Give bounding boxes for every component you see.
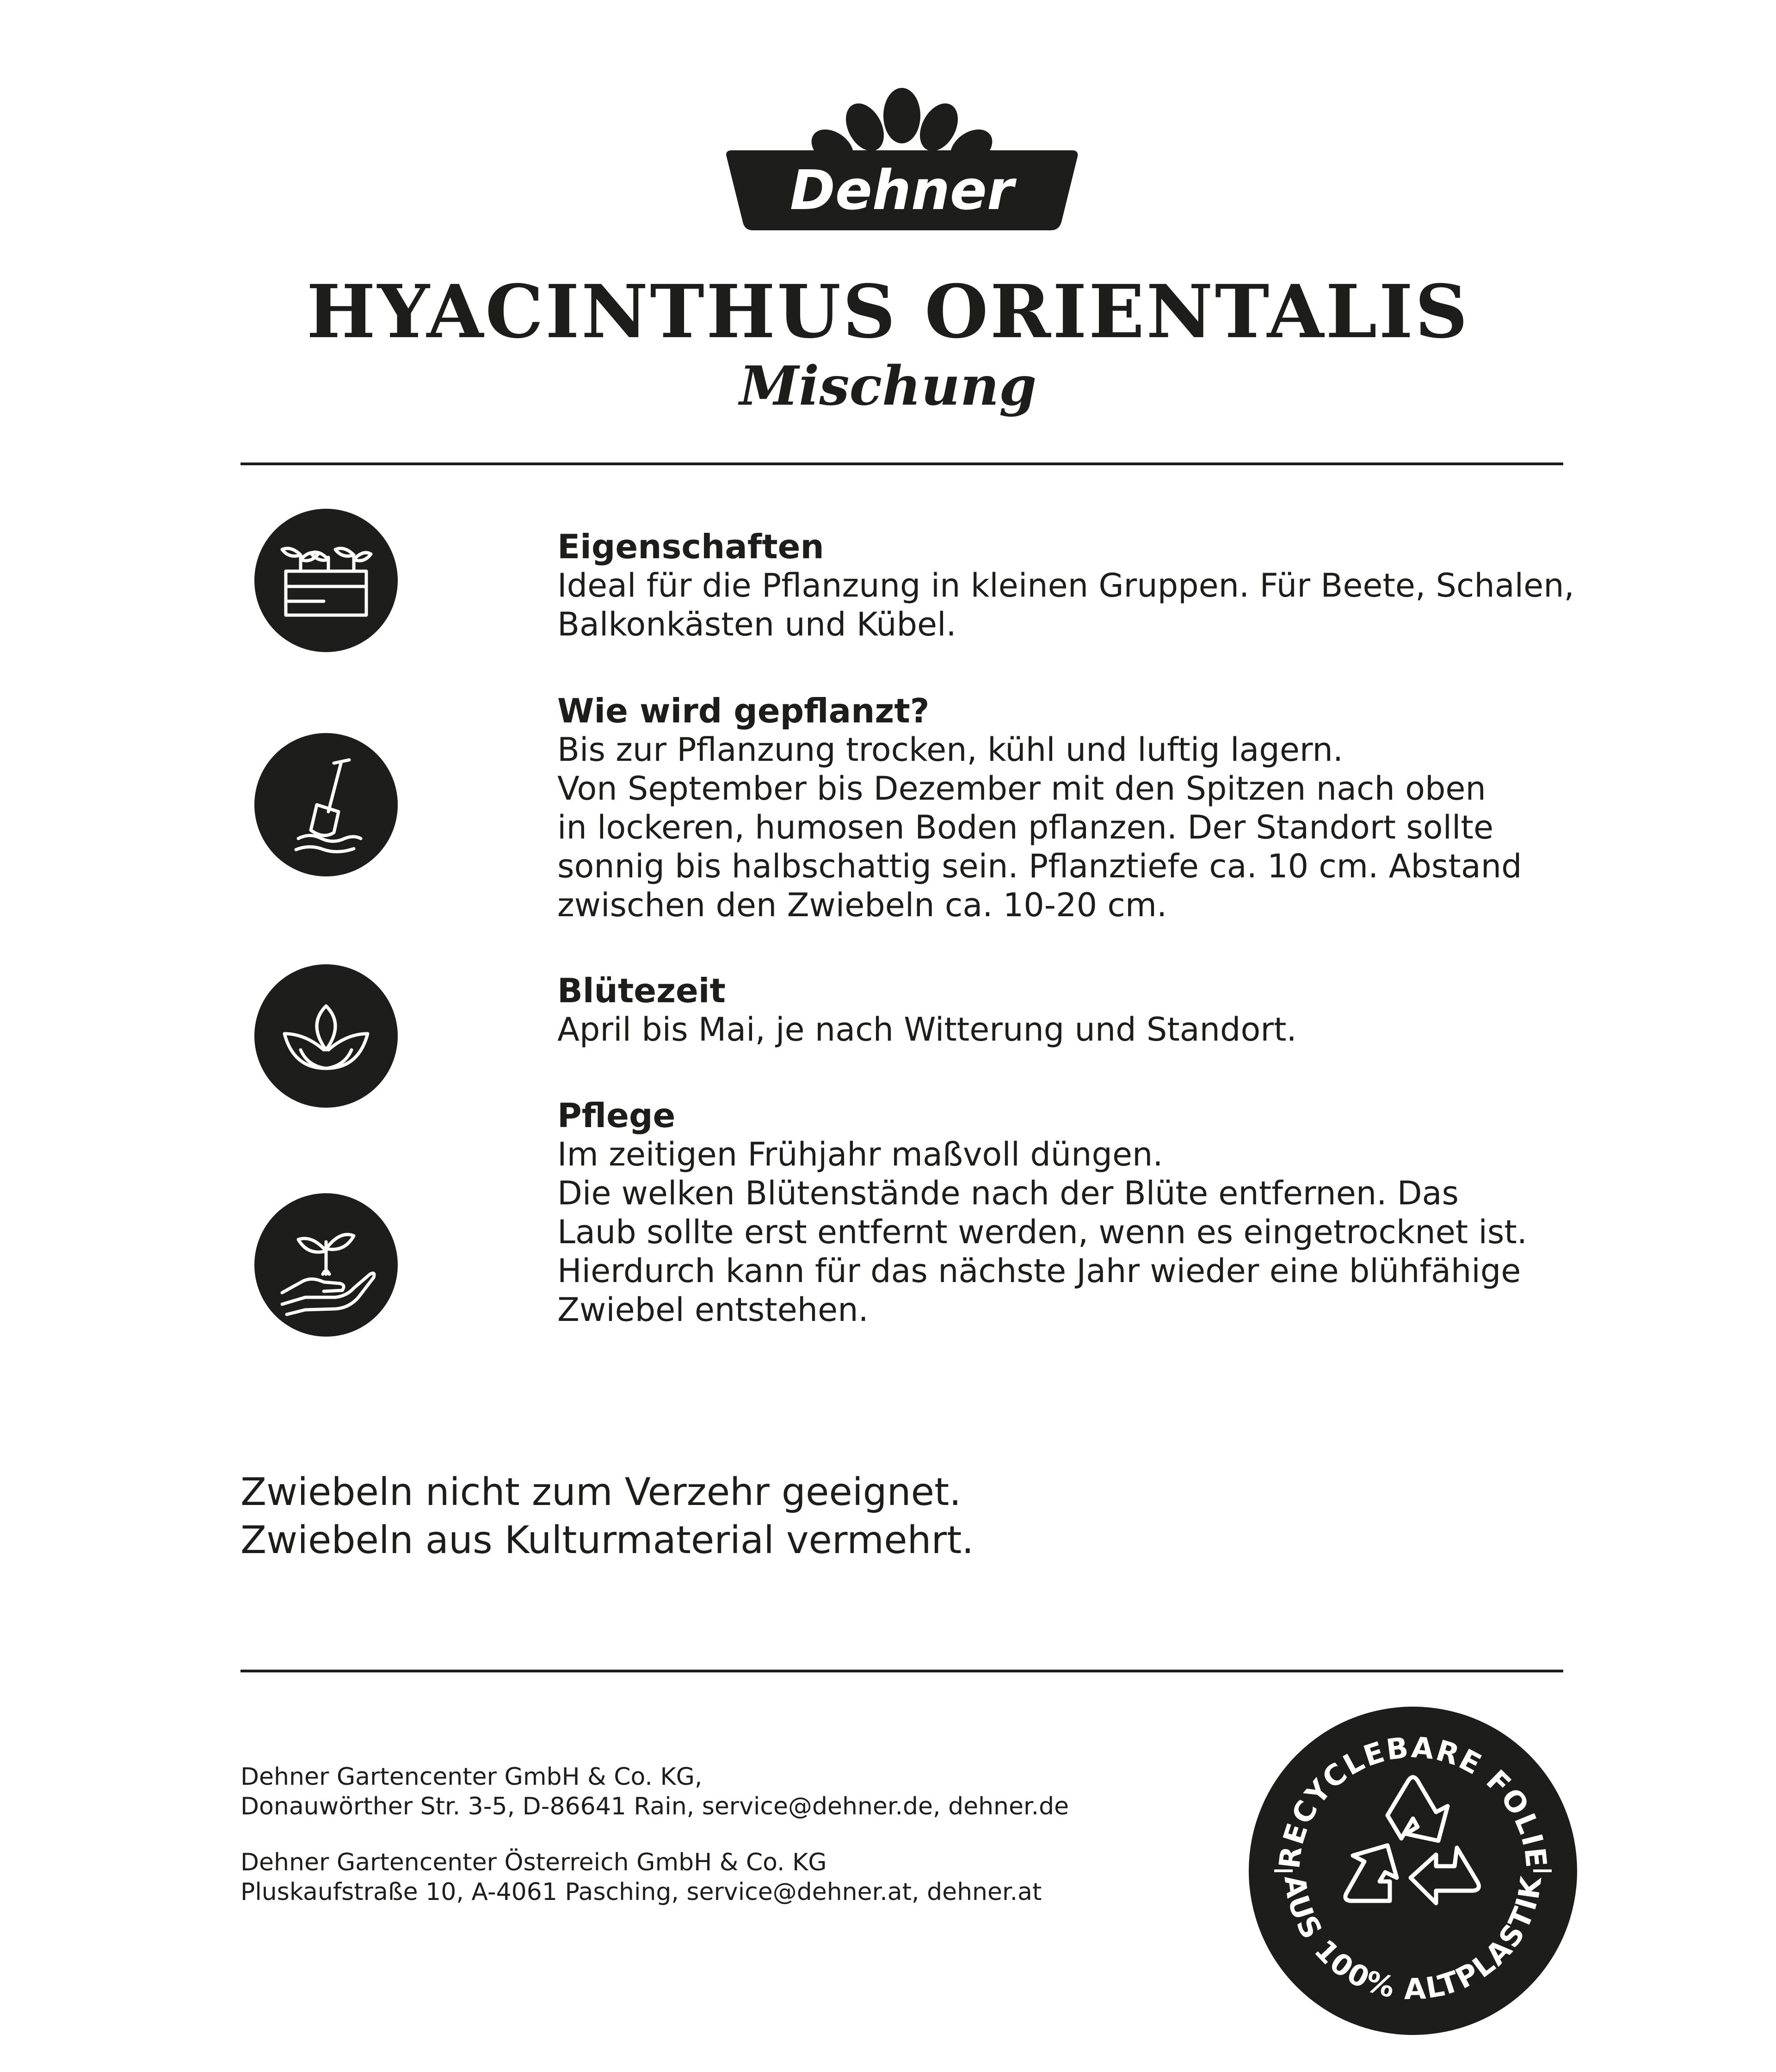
section-text: Im zeitigen Frühjahr maßvoll düngen. Die welken Blütenstände nach der Blüte entfernen. Das Laub sollte erst entfernt werden, wenn es eingetrocknet ist. Hierdurch kann für das nächste Jahr wieder eine blühfähige Zwiebel entstehen. <box>557 1135 1528 1329</box>
section-pflege <box>557 1096 1584 1329</box>
address-austria: Dehner Gartencenter Österreich GmbH & Co. KG Pluskaufstraße 10, A-4061 Pasching, service@dehner.at, dehner.at <box>240 1849 1042 1906</box>
address-germany: Dehner Gartencenter GmbH & Co. KG, Donauwörther Str. 3-5, D-86641 Rain, service@dehner.de, dehner.de <box>240 1763 1069 1820</box>
divider-top <box>240 462 1563 465</box>
divider-bottom <box>240 1670 1563 1672</box>
section-text: Ideal für die Pflanzung in kleinen Gruppen. Für Beete, Schalen, Balkonkästen und Kübel. <box>557 567 1574 643</box>
section-text: Bis zur Pflanzung trocken, kühl und luftig lagern. Von September bis Dezember mit den Spitzen nach oben in lockeren, humosen Boden pflanzen. Der Standort sollte sonnig bis halbschattig sein. Pflanztiefe ca. 10 cm. Abstand zwischen den Zwiebeln ca. 10-20 cm. <box>557 731 1522 924</box>
badge-bottom-text: AUS 100% ALTPLASTIK <box>1277 1873 1548 2006</box>
seedling-hand-icon <box>254 1193 398 1337</box>
section-text: April bis Mai, je nach Witterung und Standort. <box>557 1011 1297 1048</box>
lotus-flower-icon <box>254 964 398 1108</box>
section-eigenschaften <box>557 527 1584 644</box>
recycling-badge <box>1249 1707 1577 2035</box>
badge-top-text: RECYCLEBARE FOLIE <box>1272 1730 1554 1870</box>
section-heading: Eigenschaften <box>557 527 824 566</box>
section-heading: Pflege <box>557 1096 676 1135</box>
page-subtitle: Mischung <box>739 355 1037 418</box>
section-pflanzung <box>557 691 1584 925</box>
shovel-icon <box>254 733 398 876</box>
dehner-logo <box>722 83 1082 240</box>
section-heading: Blütezeit <box>557 971 726 1010</box>
plant-box-icon <box>254 509 398 652</box>
consumption-notes: Zwiebeln nicht zum Verzehr geeignet. Zwiebeln aus Kulturmaterial vermehrt. <box>240 1470 974 1562</box>
section-bluetezeit <box>557 971 1584 1049</box>
logo-wordmark: Dehner <box>789 158 1014 222</box>
page-title: HYACINTHUS ORIENTALIS <box>306 269 1470 355</box>
section-heading: Wie wird gepflanzt? <box>557 691 930 730</box>
